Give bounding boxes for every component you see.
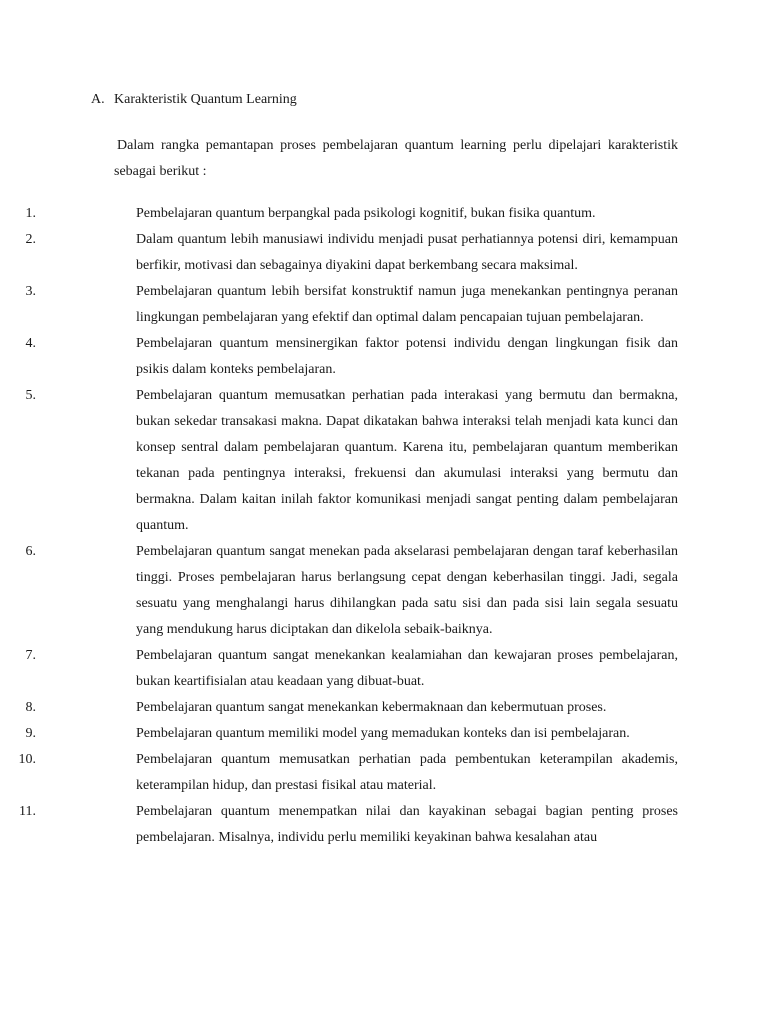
characteristics-list [0,201,768,851]
list-item-number: 3. [25,284,36,299]
list-item-number: 10. [18,752,36,767]
list-item-text: Pembelajaran quantum lebih bersifat konstruktif namun juga menekankan pentingnya peranan lingkungan pembelajaran yang efektif dan optimal dalam pencapaian tujuan pembelajaran. [136,284,678,325]
list-item-number: 11. [19,804,36,819]
list-item-text: Pembelajaran quantum mensinergikan faktor potensi individu dengan lingkungan fisik dan psikis dalam konteks pembelajaran. [136,336,678,377]
list-item-number: 6. [25,544,36,559]
list-item-text: Pembelajaran quantum memusatkan perhatian pada interakasi yang bermutu dan bermakna, bukan sekedar transakasi makna. Dapat dikatakan bahwa interaksi telah menjadi kata kunci dan konsep sentral dalam pembelajaran quantum. Karena itu, pembelajaran quantum memberikan tekanan pada pentingnya interaksi, frekuensi dan akumulasi interaksi yang bermutu dan bermakna. Dalam kaitan inilah faktor komunikasi menjadi sangat penting dalam pembelajaran quantum. [136,388,678,533]
list-item-text: Pembelajaran quantum sangat menekankan kealamiahan dan kewajaran proses pembelajaran, bukan keartifisialan atau keadaan yang dibuat-buat. [136,648,678,689]
section-title: Karakteristik Quantum Learning [114,92,297,107]
list-item [0,539,678,643]
list-item-text: Pembelajaran quantum berpangkal pada psikologi kognitif, bukan fisika quantum. [136,206,596,221]
section-heading [91,90,297,110]
list-item-number: 4. [25,336,36,351]
list-item-number: 9. [25,726,36,741]
intro-paragraph: Dalam rangka pemantapan proses pembelajaran quantum learning perlu dipelajari karakteristik sebagai berikut : [114,138,678,179]
list-item-number: 2. [25,232,36,247]
list-item [0,227,678,279]
list-item [0,721,678,747]
list-item-number: 5. [25,388,36,403]
list-item-number: 1. [25,206,36,221]
list-item [0,695,678,721]
list-item-text: Dalam quantum lebih manusiawi individu menjadi pusat perhatiannya potensi diri, kemampuan berfikir, motivasi dan sebagainya diyakini dapat berkembang secara maksimal. [136,232,678,273]
list-item [0,747,678,799]
list-item [0,799,678,851]
list-item [0,331,678,383]
list-item [0,643,678,695]
list-item-number: 8. [25,700,36,715]
list-item [0,279,678,331]
list-item-text: Pembelajaran quantum sangat menekan pada akselarasi pembelajaran dengan taraf keberhasilan tinggi. Proses pembelajaran harus berlangsung cepat dengan keberhasilan tinggi. Jadi, segala sesuatu yang menghalangi harus dihilangkan pada satu sisi dan pada sisi lain segala sesuatu yang mendukung harus diciptakan dan dikelola sebaik-baiknya. [136,544,678,637]
list-item-text: Pembelajaran quantum memiliki model yang memadukan konteks dan isi pembelajaran. [136,726,630,741]
list-item-text: Pembelajaran quantum memusatkan perhatian pada pembentukan keterampilan akademis, keterampilan hidup, dan prestasi fisikal atau material. [136,752,678,793]
list-item-text: Pembelajaran quantum sangat menekankan kebermaknaan dan kebermutuan proses. [136,700,607,715]
section-marker: A. [91,92,105,107]
list-item-number: 7. [25,648,36,663]
list-item-text: Pembelajaran quantum menempatkan nilai dan kayakinan sebagai bagian penting proses pembelajaran. Misalnya, individu perlu memiliki keyakinan bahwa kesalahan atau [136,804,678,845]
list-item [0,201,678,227]
list-item [0,383,678,539]
